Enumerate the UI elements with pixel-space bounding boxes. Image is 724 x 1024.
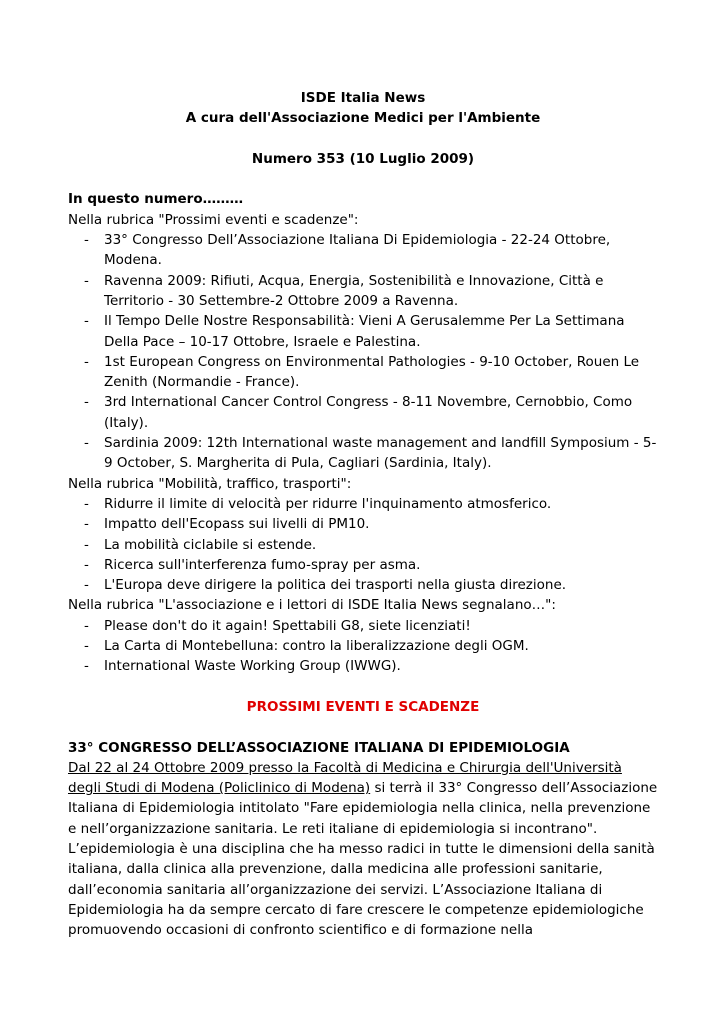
- list-item: - La Carta di Montebelluna: contro la liberalizzazione degli OGM.: [68, 636, 658, 656]
- toc-section-intro: Nella rubrica "L'associazione e i lettori di ISDE Italia News segnalano…":: [68, 597, 556, 614]
- toc-list: [68, 494, 658, 595]
- list-item: - Ridurre il limite di velocità per ridurre l'inquinamento atmosferico.: [68, 494, 658, 514]
- issue-number: Numero 353 (10 Luglio 2009): [251, 150, 475, 167]
- toc-list: [68, 616, 658, 677]
- toc-section-intro: Nella rubrica "Prossimi eventi e scadenze":: [68, 211, 359, 228]
- document-page: [68, 88, 658, 940]
- list-item: - International Waste Working Group (IWWG).: [68, 656, 658, 676]
- list-item: - 1st European Congress on Environmental Pathologies - 9-10 October, Rouen Le Zenith (Normandie - France).: [68, 352, 658, 393]
- list-item: - L'Europa deve dirigere la politica dei trasporti nella giusta direzione.: [68, 575, 658, 595]
- list-item: - Ricerca sull'interferenza fumo-spray per asma.: [68, 555, 658, 575]
- list-item: - 3rd International Cancer Control Congress - 8-11 Novembre, Cernobbio, Como (Italy).: [68, 392, 658, 433]
- list-item: - Il Tempo Delle Nostre Responsabilità: Vieni A Gerusalemme Per La Settimana Della Pace – 10-17 Ottobre, Israele e Palestina.: [68, 311, 658, 352]
- toc-section-mobility: [68, 474, 658, 596]
- toc-heading: In questo numero………: [68, 191, 244, 208]
- newsletter-subtitle: A cura dell'Associazione Medici per l'Ambiente: [185, 110, 541, 127]
- toc-section-events: [68, 210, 658, 474]
- section-title: PROSSIMI EVENTI E SCADENZE: [246, 698, 480, 715]
- toc-list: [68, 230, 658, 474]
- article-dates-venue: Dal 22 al 24 Ottobre 2009 presso la Facoltà di Medicina e Chirurgia dell'Università degli Studi di Modena (Policlinico di Modena): [68, 759, 622, 797]
- article-heading: 33° CONGRESSO DELL’ASSOCIAZIONE ITALIANA DI EPIDEMIOLOGIA: [68, 739, 570, 756]
- list-item: - Ravenna 2009: Rifiuti, Acqua, Energia, Sostenibilità e Innovazione, Città e Territorio - 30 Settembre-2 Ottobre 2009 a Ravenna.: [68, 271, 658, 312]
- article-text: si terrà il 33° Congresso dell’Associazione Italiana di Epidemiologia intitolato "Fare epidemiologia nella clinica, nella prevenzione e nell’organizzazione sanitaria. Le reti italiane di epidemiologia si incontrano". L’epidemiologia è una disciplina che ha messo radici in tutte le dimensioni della sanità italiana, dalla clinica alla prevenzione, dalla medicina alle professioni sanitarie, dall’economia sanitaria all’organizzazione dei servizi. L’Associazione Italiana di Epidemiologia ha da sempre cercato di fare crescere le competenze epidemiologiche promuovendo occasioni di confronto scientifico e di formazione nella: [68, 780, 658, 939]
- list-item: - Impatto dell'Ecopass sui livelli di PM10.: [68, 514, 658, 534]
- list-item: - La mobilità ciclabile si estende.: [68, 535, 658, 555]
- list-item: - Sardinia 2009: 12th International waste management and landfill Symposium - 5-9 October, S. Margherita di Pula, Cagliari (Sardinia, Italy).: [68, 433, 658, 474]
- toc-section-intro: Nella rubrica "Mobilità, traffico, trasporti":: [68, 475, 352, 492]
- list-item: - Please don't do it again! Spettabili G8, siete licenziati!: [68, 616, 658, 636]
- article-body: [68, 758, 658, 941]
- toc-section-readers: [68, 595, 658, 676]
- newsletter-title: ISDE Italia News: [300, 90, 426, 106]
- list-item: - 33° Congresso Dell’Associazione Italiana Di Epidemiologia - 22-24 Ottobre, Modena.: [68, 230, 658, 271]
